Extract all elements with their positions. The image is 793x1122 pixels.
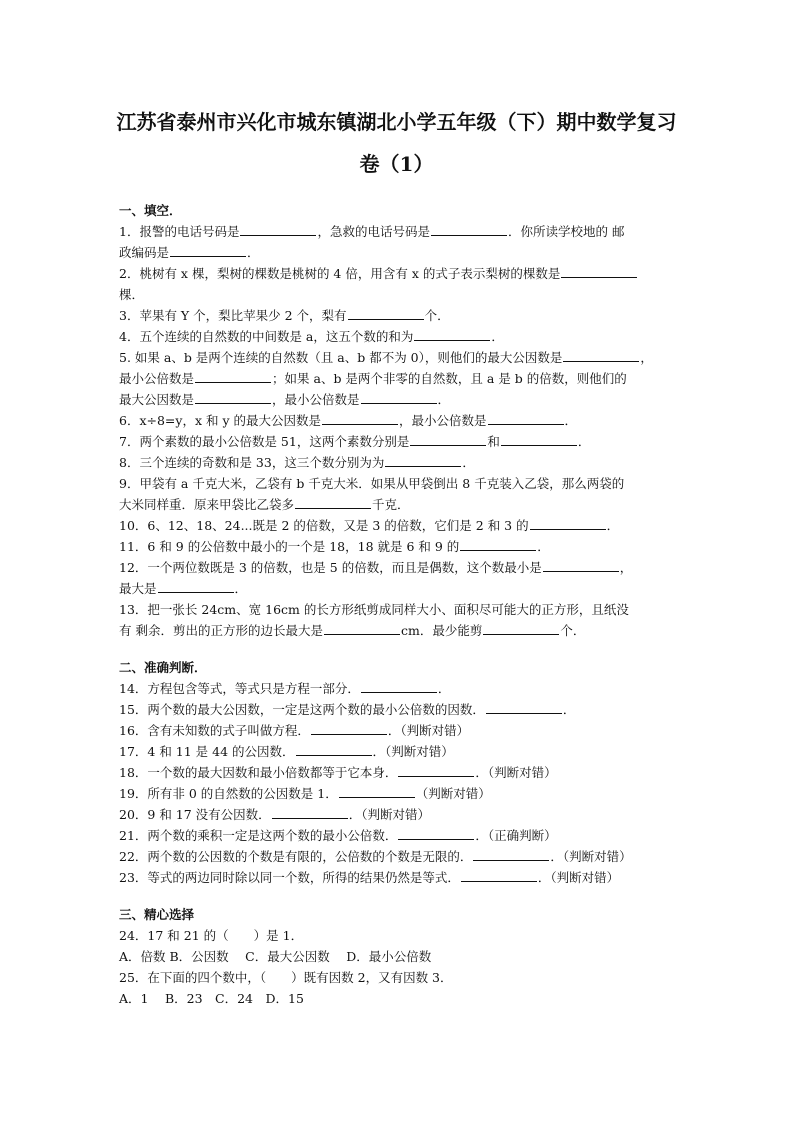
question-text: ．（判断对错） <box>537 870 620 885</box>
question-text: 22．两个数的公因数的个数是有限的，公倍数的个数是无限的． <box>119 849 473 864</box>
question-line <box>119 494 679 515</box>
question-text: ． <box>562 702 576 717</box>
question-text: 14．方程包含等式，等式只是方程一部分． <box>119 681 360 696</box>
answer-blank[interactable] <box>240 221 316 236</box>
question-text: 2．桃树有 x 棵，梨树的棵数是桃树的 4 倍，用含有 x 的式子表示梨树的棵数是 <box>119 266 561 281</box>
answer-blank[interactable] <box>461 867 537 882</box>
question-line <box>119 326 679 347</box>
section-heading: 三、精心选择 <box>119 907 195 922</box>
question-text: 8．三个连续的奇数和是 33，这三个数分别为为 <box>119 455 385 470</box>
question-text: 5. 如果 a、b 是两个连续的自然数（且 a、b 都不为 0），则他们的最大公因数是 <box>119 350 563 365</box>
question-line <box>119 536 679 557</box>
question-text: 1．报警的电话号码是 <box>119 224 240 239</box>
question-text: ，最小公倍数是 <box>272 392 360 407</box>
answer-blank[interactable] <box>561 263 637 278</box>
question-text: ． <box>491 329 504 344</box>
question-text: ． <box>606 518 620 533</box>
answer-blank[interactable] <box>483 620 559 635</box>
question-text: 6．x÷8=y，x 和 y 的最大公因数是 <box>119 413 321 428</box>
question-text: 11．6 和 9 的公倍数中最小的一个是 18，18 就是 6 和 9 的 <box>119 539 460 554</box>
answer-blank[interactable] <box>486 699 562 714</box>
question-text: 政编码是 <box>119 245 170 260</box>
question-line <box>119 720 679 741</box>
answer-blank[interactable] <box>543 557 619 572</box>
section-heading: 一、填空． <box>119 203 182 218</box>
question-line <box>119 221 679 242</box>
question-text: 12．一个两位数既是 3 的倍数，也是 5 的倍数，而且是偶数，这个数最小是 <box>119 560 542 575</box>
question-line <box>119 515 679 536</box>
question-line <box>119 925 679 946</box>
question-line <box>119 699 679 720</box>
question-text: 千克． <box>372 497 410 512</box>
question-line <box>119 783 679 804</box>
question-text: 18．一个数的最大因数和最小倍数都等于它本身． <box>119 765 398 780</box>
question-text: ． <box>564 413 578 428</box>
question-text: 4．五个连续的自然数的中间数是 a，这五个数的和为 <box>119 329 414 344</box>
question-text: 个． <box>424 308 450 323</box>
question-text: ．（判断对错） <box>372 744 454 759</box>
question-line <box>119 867 679 888</box>
question-text: 20．9 和 17 没有公因数． <box>119 807 271 822</box>
question-text: ， <box>619 560 633 575</box>
question-line <box>119 599 679 620</box>
question-line <box>119 557 679 578</box>
question-text: ． <box>437 392 451 407</box>
answer-blank[interactable] <box>501 431 577 446</box>
question-line <box>119 284 679 305</box>
question-text: ． <box>462 455 475 470</box>
answer-blank[interactable] <box>473 846 549 861</box>
document-title-line-2: 卷（1） <box>359 152 434 176</box>
question-text: 10．6、12、18、24...既是 2 的倍数，又是 3 的倍数，它们是 2 和 3 的 <box>119 518 529 533</box>
question-line <box>119 473 679 494</box>
question-text: 15．两个数的最大公因数，一定是这两个数的最小公倍数的因数． <box>119 702 485 717</box>
question-line <box>119 678 679 699</box>
answer-blank[interactable] <box>385 452 461 467</box>
question-text: 7．两个素数的最小公倍数是 51，这两个素数分别是 <box>119 434 410 449</box>
question-text: A．倍数 B．公因数 C．最大公因数 D．最小公倍数 <box>119 949 432 964</box>
answer-blank[interactable] <box>348 305 424 320</box>
question-line <box>119 242 679 263</box>
question-line <box>119 410 679 431</box>
answer-blank[interactable] <box>530 515 606 530</box>
question-text: 棵． <box>119 287 145 302</box>
answer-blank[interactable] <box>563 347 639 362</box>
answer-blank[interactable] <box>398 762 474 777</box>
question-text: 和 <box>487 434 500 449</box>
answer-blank[interactable] <box>460 536 536 551</box>
exam-content <box>119 200 679 1009</box>
question-text: ．（正确判断） <box>475 828 557 843</box>
question-text: （判断对错） <box>415 786 491 801</box>
question-line <box>119 825 679 846</box>
question-text: ．（判断对错） <box>387 723 470 738</box>
answer-blank[interactable] <box>324 620 400 635</box>
question-line <box>119 620 679 641</box>
question-line <box>119 431 679 452</box>
question-text: A．1 B．23 C．24 D．15 <box>119 991 304 1006</box>
question-line <box>119 389 679 410</box>
section-heading: 二、准确判断． <box>119 660 207 675</box>
question-line <box>119 846 679 867</box>
answer-blank[interactable] <box>410 431 486 446</box>
answer-blank[interactable] <box>195 368 271 383</box>
question-text: ．你所读学校地的 邮 <box>507 224 625 239</box>
question-text: ；如果 a、b 是两个非零的自然数，且 a 是 b 的倍数，则他们的 <box>272 371 627 386</box>
question-text: ． <box>437 681 451 696</box>
question-line <box>119 804 679 825</box>
answer-blank[interactable] <box>398 825 474 840</box>
question-line <box>119 578 679 599</box>
question-text: 最大公因数是 <box>119 392 195 407</box>
question-text: ，急救的电话号码是 <box>317 224 430 239</box>
answer-blank[interactable] <box>170 242 246 257</box>
question-text: 19．所有非 0 的自然数的公因数是 1． <box>119 786 338 801</box>
question-text: ． <box>537 539 550 554</box>
question-text: 24．17 和 21 的（ ）是 1． <box>119 928 304 943</box>
answer-blank[interactable] <box>295 494 371 509</box>
section-gap <box>119 888 679 904</box>
question-text: 25．在下面的四个数中，（ ）既有因数 2，又有因数 3． <box>119 970 453 985</box>
question-text: 最大是 <box>119 581 157 596</box>
answer-blank[interactable] <box>322 410 398 425</box>
answer-blank[interactable] <box>431 221 507 236</box>
answer-blank[interactable] <box>361 389 437 404</box>
section-gap <box>119 641 679 657</box>
question-text: ．（判断对错） <box>475 765 557 780</box>
question-line <box>119 347 679 368</box>
answer-blank[interactable] <box>311 720 387 735</box>
question-text: 个． <box>560 623 586 638</box>
answer-blank[interactable] <box>158 578 234 593</box>
question-text: 17．4 和 11 是 44 的公因数． <box>119 744 295 759</box>
question-text: 21．两个数的乘积一定是这两个数的最小公倍数． <box>119 828 398 843</box>
question-text: 最小公倍数是 <box>119 371 195 386</box>
question-text: ． <box>234 581 248 596</box>
question-line <box>119 368 679 389</box>
question-text: cm．最少能剪 <box>400 623 483 638</box>
question-text: 13．把一张长 24cm、宽 16cm 的长方形纸剪成同样大小、面积尽可能大的正方形，且纸没 <box>119 602 629 617</box>
question-text: 3．苹果有 Y 个，梨比苹果少 2 个，梨有 <box>119 308 347 323</box>
answer-blank[interactable] <box>272 804 348 819</box>
question-line <box>119 263 679 284</box>
answer-blank[interactable] <box>488 410 564 425</box>
answer-blank[interactable] <box>361 678 437 693</box>
question-text: ． <box>577 434 591 449</box>
answer-blank[interactable] <box>195 389 271 404</box>
question-text: 大米同样重．原来甲袋比乙袋多 <box>119 497 295 512</box>
question-line <box>119 305 679 326</box>
question-text: 有 剩余．剪出的正方形的边长最大是 <box>119 623 323 638</box>
answer-blank[interactable] <box>339 783 415 798</box>
question-line <box>119 762 679 783</box>
question-line <box>119 452 679 473</box>
question-text: ，最小公倍数是 <box>399 413 487 428</box>
question-text: ．（判断对错） <box>348 807 430 822</box>
question-line <box>119 946 679 967</box>
question-text: 16．含有未知数的式子叫做方程． <box>119 723 310 738</box>
question-line <box>119 967 679 988</box>
question-text: ． <box>247 245 260 260</box>
question-line <box>119 741 679 762</box>
answer-blank[interactable] <box>296 741 372 756</box>
question-text: ．（判断对错） <box>550 849 632 864</box>
question-text: 23．等式的两边同时除以同一个数，所得的结果仍然是等式． <box>119 870 460 885</box>
question-text: 9．甲袋有 a 千克大米，乙袋有 b 千克大米．如果从甲袋倒出 8 千克装入乙袋，那么两袋的 <box>119 476 625 491</box>
answer-blank[interactable] <box>414 326 490 341</box>
question-text: ， <box>640 350 653 365</box>
document-title-line-1: 江苏省泰州市兴化市城东镇湖北小学五年级（下）期中数学复习 <box>116 110 677 134</box>
question-line <box>119 988 679 1009</box>
